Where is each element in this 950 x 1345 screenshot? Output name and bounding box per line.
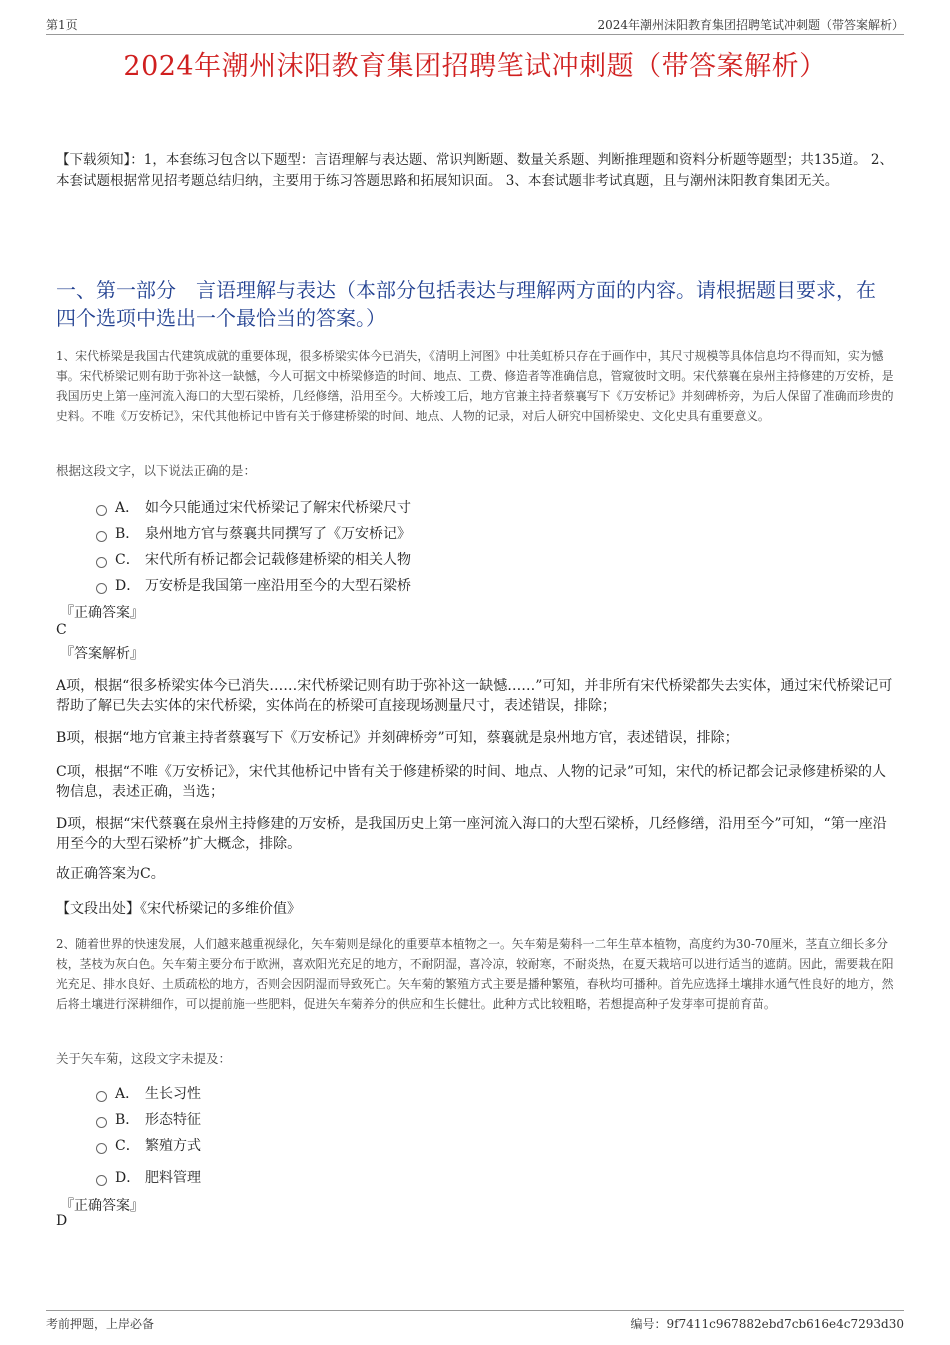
page-footer: [46, 1310, 904, 1335]
option-a[interactable]: A． 生长习性: [96, 1080, 596, 1106]
document-title: 2024年潮州沫阳教育集团招聘笔试冲刺题（带答案解析）: [123, 51, 827, 82]
correct-answer-label: 『正确答案』: [60, 605, 144, 621]
download-notice: 【下载须知】：1，本套练习包含以下题型：言语理解与表达题、常识判断题、数量关系题、判断推理题和资料分析题等题型；共135道。 2、本套试题根据常见招考题总结归纳，主要用于练习答题思路和拓展知识面。 3、本套试题非考试真题，且与潮州沫阳教育集团无关。: [56, 152, 893, 189]
option-d[interactable]: D． 万安桥是我国第一座沿用至今的大型石梁桥: [96, 572, 596, 598]
option-text: 如今只能通过宋代桥梁记了解宋代桥梁尺寸: [145, 500, 411, 516]
header-doc-title: 2024年潮州沫阳教育集团招聘笔试冲刺题（带答案解析）: [597, 18, 904, 32]
question-2-options: [96, 1080, 596, 1190]
question-2-prompt: 关于矢车菊，这段文字未提及：: [56, 1051, 232, 1066]
option-c[interactable]: C． 宋代所有桥记都会记载修建桥梁的相关人物: [96, 546, 596, 572]
analysis-option-c: C项，根据“不唯《万安桥记》，宋代其他桥记中皆有关于修建桥梁的时间、地点、人物的记录”可知，宋代的桥记都会记录修建桥梁的人物信息，表述正确，当选；: [56, 764, 887, 800]
correct-answer: C: [56, 622, 67, 638]
option-text: 肥料管理: [145, 1170, 201, 1186]
page-number: 第1页: [46, 18, 78, 32]
analysis-conclusion: 故正确答案为C。: [56, 866, 165, 882]
option-text: 宋代所有桥记都会记载修建桥梁的相关人物: [145, 552, 411, 568]
answer-analysis-label: 『答案解析』: [60, 646, 144, 662]
option-b[interactable]: B． 形态特征: [96, 1106, 596, 1132]
passage-source: 【文段出处】《宋代桥梁记的多维价值》: [56, 901, 301, 917]
analysis-option-b: B项，根据“地方官兼主持者蔡襄写下《万安桥记》并刻碑桥旁”可知，蔡襄就是泉州地方官，表述错误，排除；: [56, 730, 739, 746]
page-header: [46, 14, 904, 35]
footer-slogan: 考前押题，上岸必备: [46, 1317, 155, 1331]
section-title: 一、第一部分 言语理解与表达（本部分包括表达与理解两方面的内容。请根据题目要求，在四个选项中选出一个最恰当的答案。）: [56, 278, 876, 330]
question-1-prompt: 根据这段文字，以下说法正确的是：: [56, 463, 257, 478]
radio-button-icon[interactable]: [96, 583, 107, 594]
radio-button-icon[interactable]: [96, 1117, 107, 1128]
radio-button-icon[interactable]: [96, 1143, 107, 1154]
option-text: 生长习性: [145, 1086, 201, 1102]
radio-button-icon[interactable]: [96, 557, 107, 568]
option-text: 万安桥是我国第一座沿用至今的大型石梁桥: [145, 578, 411, 594]
radio-button-icon[interactable]: [96, 531, 107, 542]
radio-button-icon[interactable]: [96, 1175, 107, 1186]
correct-answer: D: [56, 1213, 68, 1229]
option-b[interactable]: B． 泉州地方官与蔡襄共同撰写了《万安桥记》: [96, 520, 596, 546]
footer-document-id: 编号：9f7411c967882ebd7cb616e4c7293d30: [630, 1317, 904, 1331]
option-text: 形态特征: [145, 1112, 201, 1128]
analysis-option-d: D项，根据“宋代蔡襄在泉州主持修建的万安桥，是我国历史上第一座河流入海口的大型石梁桥，几经修缮，沿用至今”可知，“第一座沿用至今的大型石梁桥”扩大概念，排除。: [56, 816, 887, 852]
option-c[interactable]: C． 繁殖方式: [96, 1132, 596, 1158]
analysis-option-a: A项，根据“很多桥梁实体今已消失……宋代桥梁记则有助于弥补这一缺憾……”可知，并非所有宋代桥梁都失去实体，通过宋代桥梁记可帮助了解已失去实体的宋代桥梁，实体尚在的桥梁可直接现场测量尺寸，表述错误，排除；: [56, 678, 893, 714]
question-1-options: [96, 494, 596, 598]
option-text: 繁殖方式: [145, 1138, 201, 1154]
radio-button-icon[interactable]: [96, 1091, 107, 1102]
radio-button-icon[interactable]: [96, 505, 107, 516]
question-1-text: 1、宋代桥梁是我国古代建筑成就的重要体现，很多桥梁实体今已消失，《清明上河图》中壮美虹桥只存在于画作中，其尺寸规模等具体信息均不得而知，实为憾事。宋代桥梁记则有助于弥补这一缺憾，今人可据文中桥梁修造的时间、地点、工费、修造者等准确信息，管窥彼时文明。宋代蔡襄在泉州主持修建的万安桥，是我国历史上第一座河流入海口的大型石梁桥，几经修缮，沿用至今。大桥竣工后，地方官兼主持者蔡襄写下《万安桥记》并刻碑桥旁，为后人保留了准确而珍贵的史料。不唯《万安桥记》，宋代其他桥记中皆有关于修建桥梁的时间、地点、人物的记录，对后人研究中国桥梁史、文化史具有重要意义。: [56, 349, 894, 423]
option-text: 泉州地方官与蔡襄共同撰写了《万安桥记》: [145, 526, 411, 542]
option-d[interactable]: D． 肥料管理: [96, 1164, 596, 1190]
question-2-text: 2、随着世界的快速发展，人们越来越重视绿化，矢车菊则是绿化的重要草本植物之一。矢车菊是菊科一二年生草本植物，高度约为30-70厘米，茎直立细长多分枝，茎枝为灰白色。矢车菊主要分布于欧洲，喜欢阳光充足的地方，不耐阴湿，喜冷凉，较耐寒，不耐炎热，在夏天栽培可以进行适当的遮荫。因此，需要栽在阳光充足、排水良好、土质疏松的地方，否则会因阴湿而导致死亡。矢车菊的繁殖方式主要是播种繁殖，春秋均可播种。首先应选择土壤排水通气性良好的地方，然后将土壤进行深耕细作，可以提前施一些肥料，促进矢车菊养分的供应和生长健壮。此种方式比较粗略，若想提高种子发芽率可提前育苗。: [56, 937, 894, 1011]
option-a[interactable]: A． 如今只能通过宋代桥梁记了解宋代桥梁尺寸: [96, 494, 596, 520]
correct-answer-label: 『正确答案』: [60, 1198, 144, 1214]
